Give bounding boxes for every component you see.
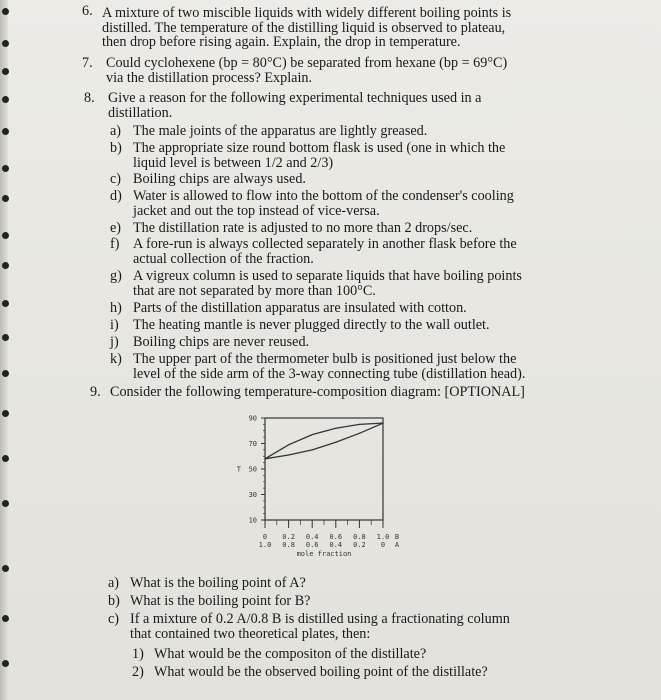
item-text: If a mixture of 0.2 A/0.8 B is distilled using a fractionating column xyxy=(130,611,510,627)
y-tick-label: 10 xyxy=(248,516,257,525)
x-tick-label-b: 0.4 xyxy=(305,533,319,541)
data-point-liquid xyxy=(264,458,265,459)
x-end-label-b: B xyxy=(394,533,400,541)
data-point-vapor xyxy=(335,428,336,429)
binder-hole xyxy=(2,660,9,667)
binder-hole xyxy=(2,165,9,172)
y-tick-label: 30 xyxy=(248,491,257,499)
item-label: k) xyxy=(110,351,122,367)
item-text: What is the boiling point of A? xyxy=(130,575,306,591)
binder-hole xyxy=(2,8,9,15)
series-line-vapor xyxy=(265,423,383,459)
binding-edge xyxy=(0,0,8,700)
item-text: that contained two theoretical plates, then: xyxy=(130,625,371,642)
item-label: i) xyxy=(110,317,119,333)
x-tick-label-a: 0.4 xyxy=(329,541,343,549)
binder-hole xyxy=(2,455,9,462)
item-text: The upper part of the thermometer bulb is positioned just below the xyxy=(133,351,517,367)
question-text-line: Consider the following temperature-composition diagram: [OPTIONAL] xyxy=(110,384,525,400)
x-tick-label-b: 0.6 xyxy=(329,533,343,541)
binder-hole xyxy=(2,262,9,269)
item-text: that are not separated by more than 100°C. xyxy=(133,282,376,299)
binder-hole xyxy=(2,40,9,47)
data-point-vapor xyxy=(288,444,289,445)
question-text-line: Could cyclohexene (bp = 80°C) be separated from hexane (bp = 69°C) xyxy=(106,55,508,71)
item-label: a) xyxy=(110,123,122,139)
item-text: Parts of the distillation apparatus are insulated with cotton. xyxy=(133,300,467,316)
binder-hole xyxy=(2,195,9,202)
item-text: level of the side arm of the 3-way connecting tube (distillation head). xyxy=(133,365,526,382)
question-text-line: Give a reason for the following experimental techniques used in a xyxy=(108,90,482,106)
question-text-line: via the distillation process? Explain. xyxy=(106,69,313,86)
question-number: 8. xyxy=(84,90,95,106)
item-label: b) xyxy=(110,140,122,156)
item-text: The distillation rate is adjusted to no more than 2 drops/sec. xyxy=(133,220,473,236)
item-text: What would be the compositon of the distillate? xyxy=(154,646,427,662)
data-point-vapor xyxy=(359,424,360,425)
binder-hole xyxy=(2,300,9,307)
series-line-liquid xyxy=(265,423,383,459)
data-point-liquid xyxy=(359,433,360,434)
binder-hole xyxy=(2,128,9,135)
binder-hole xyxy=(2,68,9,75)
item-text: actual collection of the fraction. xyxy=(133,250,314,267)
item-text: The heating mantle is never plugged directly to the wall outlet. xyxy=(133,317,490,333)
data-point-liquid xyxy=(288,454,289,455)
binder-hole xyxy=(2,615,9,622)
item-label: h) xyxy=(110,300,122,316)
data-point-liquid xyxy=(335,442,336,443)
x-tick-label-b: 0 xyxy=(262,533,268,541)
item-text: Boiling chips are always used. xyxy=(133,171,306,187)
x-tick-label-a: 0 xyxy=(380,541,386,549)
x-tick-label-a: 1.0 xyxy=(258,541,272,549)
binder-hole xyxy=(2,334,9,341)
y-axis-label: T xyxy=(236,465,241,474)
item-text: The male joints of the apparatus are lightly greased. xyxy=(133,123,428,139)
x-tick-label-a: 0.8 xyxy=(282,541,295,549)
temperature-composition-diagram xyxy=(215,410,420,570)
item-text: jacket and out the top instead of vice-versa. xyxy=(133,202,380,219)
item-label: 1) xyxy=(132,646,144,662)
y-tick-label: 90 xyxy=(248,414,257,423)
question-number: 6. xyxy=(82,3,93,19)
x-tick-label-a: 0.2 xyxy=(353,541,366,549)
item-text: Water is allowed to flow into the bottom of the condenser's cooling xyxy=(133,188,514,204)
question-text-line: then drop before rising again. Explain, the drop in temperature. xyxy=(102,34,461,50)
item-label: e) xyxy=(110,220,122,236)
x-tick-label-b: 0.8 xyxy=(353,533,366,541)
binder-hole xyxy=(2,232,9,239)
item-text: liquid level is between 1/2 and 2/3) xyxy=(133,154,334,171)
item-label: g) xyxy=(110,268,122,284)
plot-frame xyxy=(265,418,383,520)
item-label: j) xyxy=(110,334,119,350)
question-number: 9. xyxy=(90,384,101,400)
item-label: b) xyxy=(108,593,120,609)
y-tick-label: 70 xyxy=(248,440,257,448)
item-label: 2) xyxy=(132,664,144,680)
item-text: A vigreux column is used to separate liquids that have boiling points xyxy=(133,268,522,284)
item-label: d) xyxy=(110,188,122,204)
item-text: What is the boiling point for B? xyxy=(130,593,311,609)
data-point-liquid xyxy=(312,449,313,450)
item-label: a) xyxy=(108,575,120,591)
item-text: The appropriate size round bottom flask is used (one in which the xyxy=(133,140,506,156)
item-label: c) xyxy=(110,171,122,187)
x-tick-label-b: 0.2 xyxy=(282,533,295,541)
question-text-line: distilled. The temperature of the distilling liquid is observed to plateau, xyxy=(102,19,506,36)
item-text: Boiling chips are never reused. xyxy=(133,334,310,350)
binder-hole xyxy=(2,410,9,417)
binder-hole xyxy=(2,565,9,572)
question-text-line: distillation. xyxy=(108,104,173,121)
x-axis-label: mole fraction xyxy=(296,550,352,558)
question-number: 7. xyxy=(82,55,93,71)
chart-svg xyxy=(215,410,420,570)
item-label: c) xyxy=(108,611,120,627)
data-point-vapor xyxy=(312,434,313,435)
x-tick-label-b: 1.0 xyxy=(376,533,390,541)
item-label: f) xyxy=(110,236,120,252)
item-text: A fore-run is always collected separately in another flask before the xyxy=(133,236,517,252)
x-end-label-a: A xyxy=(394,541,400,549)
question-text-line: A mixture of two miscible liquids with widely different boiling points is xyxy=(102,5,512,21)
y-tick-label: 50 xyxy=(248,465,257,474)
data-point-liquid xyxy=(382,423,383,424)
x-tick-label-a: 0.6 xyxy=(305,541,319,549)
binder-hole xyxy=(2,370,9,377)
binder-hole xyxy=(2,500,9,507)
item-text: What would be the observed boiling point of the distillate? xyxy=(154,664,488,680)
binder-hole xyxy=(2,96,9,103)
